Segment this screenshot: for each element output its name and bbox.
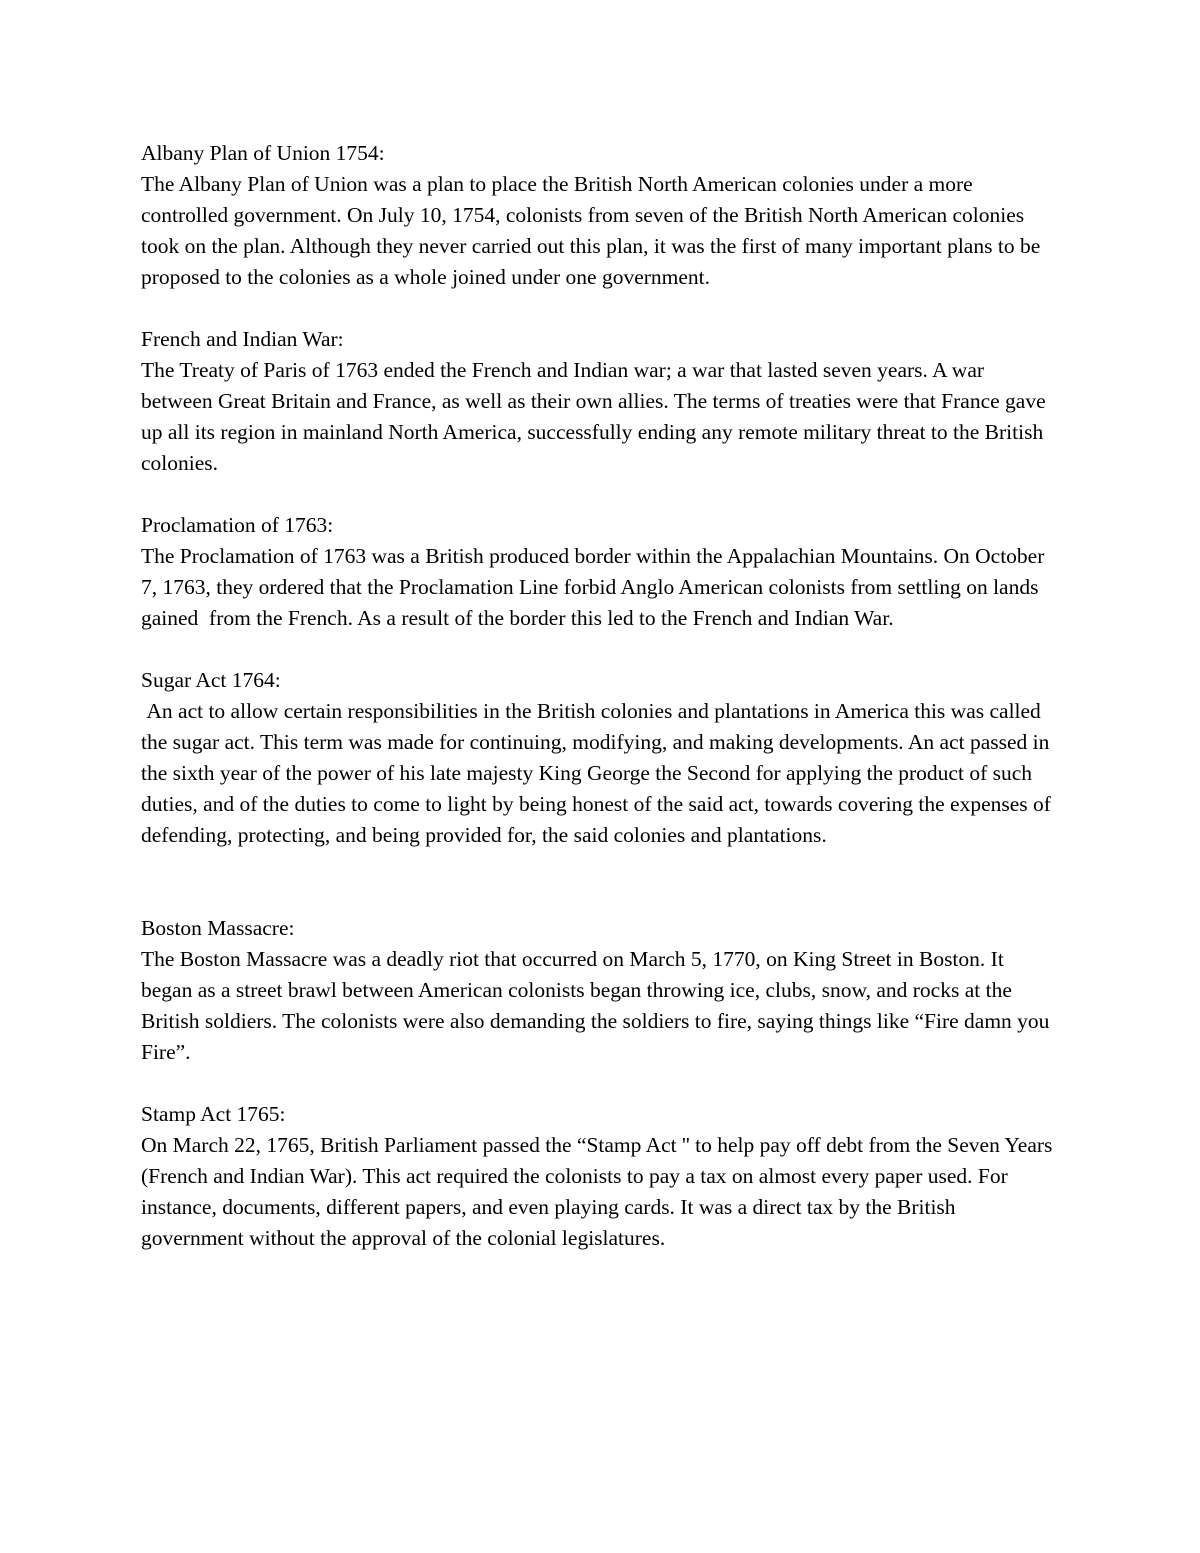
section-sugar-act (141, 665, 1060, 851)
section-body: On March 22, 1765, British Parliament passed the “Stamp Act '' to help pay off debt from the Seven Years (French and Indian War). This act required the colonists to pay a tax on almost every paper used. For instance, documents, different papers, and even playing cards. It was a direct tax by the British government without the approval of the colonial legislatures. (141, 1133, 1058, 1250)
section-heading: Stamp Act 1765: (141, 1102, 286, 1126)
section-heading: Proclamation of 1763: (141, 513, 334, 537)
section-boston-massacre (141, 913, 1060, 1068)
section-french-indian-war (141, 324, 1060, 479)
section-heading: French and Indian War: (141, 327, 344, 351)
section-proclamation-1763 (141, 510, 1060, 634)
section-albany-plan (141, 138, 1060, 293)
section-heading: Sugar Act 1764: (141, 668, 281, 692)
section-heading: Boston Massacre: (141, 916, 295, 940)
section-body: The Treaty of Paris of 1763 ended the French and Indian war; a war that lasted seven years. A war between Great Britain and France, as well as their own allies. The terms of treaties were that France gave up all its region in mainland North America, successfully ending any remote military threat to the British colonies. (141, 358, 1052, 475)
section-heading: Albany Plan of Union 1754: (141, 141, 385, 165)
section-body: The Boston Massacre was a deadly riot that occurred on March 5, 1770, on King Street in Boston. It began as a street brawl between American colonists began throwing ice, clubs, snow, and rocks at the British soldiers. The colonists were also demanding the soldiers to fire, saying things like “Fire damn you Fire”. (141, 947, 1055, 1064)
section-body: The Albany Plan of Union was a plan to place the British North American colonies under a more controlled government. On July 10, 1754, colonists from seven of the British North American colonies took on the plan. Although they never carried out this plan, it was the first of many important plans to be proposed to the colonies as a whole joined under one government. (141, 172, 1046, 289)
section-body: An act to allow certain responsibilities in the British colonies and plantations in America this was called the sugar act. This term was made for continuing, modifying, and making developments. An act passed in the sixth year of the power of his late majesty King George the Second for applying the product of such duties, and of the duties to come to light by being honest of the said act, towards covering the expenses of defending, protecting, and being provided for, the said colonies and plantations. (141, 699, 1057, 847)
section-body: The Proclamation of 1763 was a British produced border within the Appalachian Mountains. On October 7, 1763, they ordered that the Proclamation Line forbid Anglo American colonists from settling on lands gained from the French. As a result of the border this led to the French and Indian War. (141, 544, 1050, 630)
section-stamp-act (141, 1099, 1060, 1254)
